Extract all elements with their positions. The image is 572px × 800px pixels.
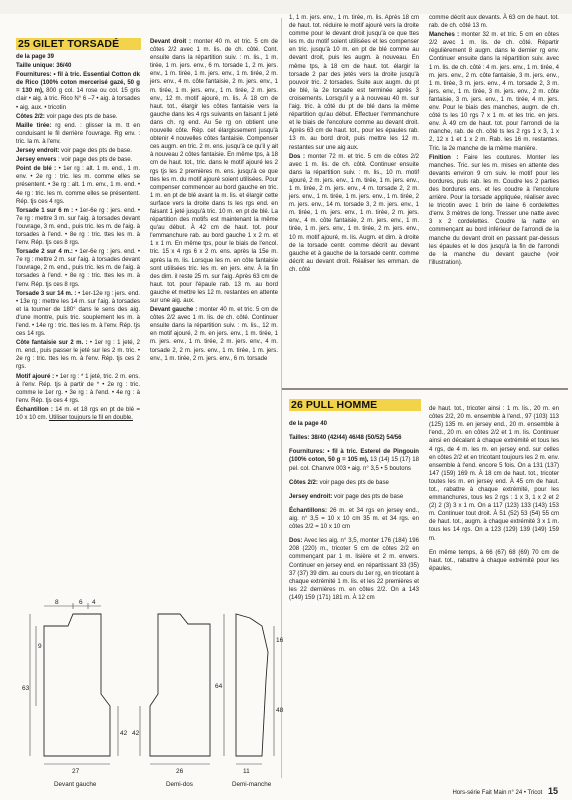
section-title-gilet: 25 GILET TORSADÉ bbox=[16, 38, 141, 50]
fancy-rib-label: Côte fantaisie sur 2 m. : bbox=[16, 340, 88, 347]
gauge-label: Échantillon : bbox=[16, 406, 53, 413]
pull-supplies-label: Fournitures: • fil à tric. Esterel de Pingouin (100% coton, 50 g = 105 m), bbox=[289, 449, 419, 464]
page-number: 15 bbox=[547, 786, 558, 796]
dim-top-8: 8 bbox=[55, 599, 59, 606]
issue-label: Hors-série Fait Main n° 24 • Tricot bbox=[452, 790, 543, 796]
dim-42-front: 42 bbox=[120, 730, 128, 737]
dim-11: 11 bbox=[243, 768, 250, 775]
left-front-label: Devant gauche : bbox=[150, 307, 198, 314]
left-front-outline bbox=[44, 614, 110, 756]
cable2-text: • 1er-6e rg : jers. end. • 7e rg : mettre 2 m. sur l'aig. à torsades devant l'ouvrage, 2 m. end., puis tric. les m. de l'aig. à torsades à l'end. • 8e rg : tric. ttes les m. à l'env. Rép. tjs ces 8 rgs. bbox=[16, 249, 140, 288]
right-front-text: monter 40 m. et tric. 5 cm de côtes 2/2 avec 1 m. lis. de ch. côté. Cont. ensuite dans la répartition suiv. : m. lis., 1 m. tirée, 1 m. jers. env., 6 m. torsade 1, 2 m. jers. env., 1 m. tirée, 1 m. jers. env., 1 m. tirée, 2 m. jers. env., 4 m. côte fantaisie, 2 m. jers. env., 1 m. tirée, 1 m. jers. env., 1 m. tirée, 2 m. jers. env., 12 m. motif ajouré, m. lis. À 18 cm de haut. tot., élargir les côtes fantaisie vers la gauche dans les 4 rgs suivants en faisant 1 jeté dans ch. rg end. Au 5e rg on obtient une nouvelle côte. Rép. cet élargissement jusqu'à obtenir 4 nouvelles côtes fantaisie. Compenser ces augm. en tric. 2 m. ens. jusqu'à ce qu'il y ait à nouveau 2 côtes fantaisie. En même tps, à 18 cm de haut. tot., tric. dans le motif ajouré les 2 rgs tjs les 2 premières m. ens. jusqu'à ce que ttes les m. du motif ajouré soient utilisées. Pour compenser commencer au bord gauche en tric. 1 m. en pt de blé avant la m. lis. et élargir cette surface vers la droite dans ts les rgs end. en faisant 1 jeté jusqu'à tric. 10 m. en pt de blé. La répartition des motifs est maintenant la même qu'au début. À 42 cm de haut. tot. pour l'emmanchure rab. au bord gauche 1 x 2 m. et 1 x 1 m. En même tps, pour le biais de l'encol. tric. 15 x 4 rgs 6 x 2 m. ens. après la 15e m. après la m. lis. Lorsque les m. en côte fantaisie sont utilisées tric. les m. en jers. env. À la fin des dim. il reste 25 m. sur l'aig. Après 63 cm de haut. tot. pour l'épaule rab. 13 m. au bord gauche et mettre les 12 m. restantes en attente sur une aig. aux. bbox=[150, 39, 279, 304]
lace-label: Motif ajouré : bbox=[16, 373, 55, 380]
dim-top-6: 6 bbox=[79, 599, 83, 606]
pull-stockinette-text: voir page des pts de base bbox=[332, 493, 404, 500]
pull-gauge-text: 26 m. et 34 rgs en jersey end., aig. n° 3,5 = 10 x 10 cm 35 m. et 34 rgs. en côtes 2/2 = 10 x 10 cm bbox=[289, 507, 419, 531]
half-back-outline bbox=[150, 614, 210, 756]
gauge-text: 14 m. et 18 rgs en pt de blé = 10 x 10 cm. bbox=[16, 406, 140, 422]
dim-42-back: 42 bbox=[132, 730, 140, 737]
pull-back-label: Dos: bbox=[289, 538, 303, 545]
pull-supplies-text: 13 (14) 15 (17) 18 pel. col. Chanvre 003 • aig. n° 3,5 • 5 boutons bbox=[289, 457, 419, 472]
fancy-rib-text: • 1er rg : 1 jeté, 2 m. end., puis passer le jeté sur les 2 m. tric. • 2e rg : tric. ttes les m. à l'env. Rép. tjs ces 2 rgs. bbox=[16, 340, 140, 371]
dim-27: 27 bbox=[72, 768, 80, 775]
pull-source-page: de la page 40 bbox=[289, 421, 327, 428]
lace-text: • 1er rg : * 1 jeté, tric. 2 m. ens. à l'env. Rép. tjs à partir de * • 2e rg : tric. comme le 1er rg. • 3e rg : à l'end. • 4e rg : à l'env. Rép. tjs ces 4 rgs. bbox=[16, 373, 140, 404]
reverse-stockinette-text: : voir page des pts de base. bbox=[56, 157, 133, 164]
caption-half-back: Demi-dos bbox=[166, 781, 193, 788]
left-front-text: monter 40 m. et tric. 5 cm de côtes 2/2 avec 1 m. lis. de ch. côté. Continuer ensuite dans la répartition suiv. : m. lis., 12 m. en motif ajouré, 2 m. en jers. env., 1 m. tirée, 1 m. jers. env., 1 m. tirée, 2 m. jers. env., 4 m. torsade 2, 2 m. jers. env., 1 m. tirée, 1 m. jers. env., 1 m. tirée, 2 m. jers. env., 6 m. torsade bbox=[150, 307, 278, 362]
finishing-text: Faire les coutures. Monter les manches. Tric. sur les m. mises en attente des devants environ 9 cm suiv. le motif pour les bordures, puis rab. les m. Coudre les 2 parties des bordures ens. et les coudre à l'encolure arrière. Pour la torsade appliquée, réaliser avec le tricotin avec 1 brin de laine 6 cordelettes d'env. 3 mètres de long. Tresser une natte avec 3 x 2 cordelettes. Coudre la natte en commençant au bord inférieur de l'arrondi de la manche du devant droit en passant par-dessus les épaules et le dos jusqu'à la fin de l'arrondi de la manche du devant gauche (voir l'illustration). bbox=[429, 154, 559, 266]
caption-half-sleeve: Demi-manche bbox=[232, 781, 272, 788]
pull-shoulders-text: En même temps, à 66 (67) 68 (69) 70 cm de haut. tot., rabattre à chaque extrémité pour les épaules, bbox=[429, 549, 559, 572]
cable3-label: Torsade 3 sur 14 m. : bbox=[16, 290, 77, 297]
caption-left-front: Devant gauche bbox=[54, 781, 97, 788]
back-text: monter 72 m. et tric. 5 cm de côtes 2/2 avec 1 m. lis. de ch. côté. Continuer ensuite dans la répartition suiv. : m. lis., 10 m. motif ajouré, 2 m. jers. env., 1 m. tirée, 1 m. jers. env., 1 m. tirée, 2 m. jers. env., 4 m. torsade 2, 2 m. jers. env., 1 m. tirée, 1 m. jers. env., 1 m. tirée, 2 m. jers. env., 14 m. torsade 3, 2 m. jers. env., 1 m. tirée, 1 m. jers. env., 1 m. tirée, 2 m. jers. env., 4 m. côte fantaisie, 2 m. jers. env., 1 m. tirée, 1 m. jers. env., 1 m. tirée, 2 m. jers. env., 10 m. motif ajouré, m. lis. Augm. et dim. à droite de la torsade centr. comme décrit au devant gauche et à gauche de la torsade centr. comme décrit au devant droit. Réaliser les emman. de ch. côté bbox=[289, 153, 419, 273]
slip-stitch-label: Maille tirée: bbox=[16, 122, 52, 129]
seed-stitch-label: Point de blé : bbox=[16, 166, 57, 173]
seed-stitch-text: • 1er rg : alt. 1 m. end., 1 m. env. • 2e rg : tric. les m. comme elles se présentent. • 3e rg : alt. 1 m. env., 1 m. end. • 4e rg : tric. les m. comme elles se présentent. Rép. tjs ces 4 rgs. bbox=[16, 166, 140, 205]
finishing-label: Finition : bbox=[429, 154, 459, 161]
section-title-pull: 26 PULL HOMME bbox=[289, 399, 421, 411]
back-label: Dos : bbox=[289, 153, 306, 160]
stockinette-label: Jersey endroit: bbox=[16, 148, 60, 155]
dim-48: 48 bbox=[276, 707, 284, 714]
gauge-note: Utiliser toujours le fil en double. bbox=[48, 415, 133, 422]
stockinette-text: voir page des pts de base. bbox=[59, 148, 132, 155]
size-line: Taille unique: 36/40 bbox=[16, 63, 72, 70]
pull-back-continued: de haut. tot., tricoter ainsi : 1 m. lis., 20 m. en côtes 2/2, 20 m. ensemble à l'end., 97 (103) 113 (125) 135 m. en jersey end., 20 m. ensemble à l'end., 20 m. en côtes 2/2 et 1 m. lis. Continuer ainsi en décalant à chaque extrémité et tous les 4 rgs, de 4 m. les m. en jersey end. sur celles en côtes 2/2 et en tricotant toujours les 2 m. env. ensemble à l'end. encore 5 fois. On a 131 (137) 147 (159) 169 m. À 18 cm de haut. tot., tricoter toutes les m. en jersey end. À 45 cm de haut. tot., rabattre à chaque extrémité, pour les emmanchures, tous les 2 rgs : 1 x 3, 1 x 2 et 2 (2) 2 (3) 3 x 1 m. On a 117 (123) 133 (143) 153 m. Continuer tout droit. À 51 (52) 53 (54) 55 cm de haut. tot., augm. à chaque extrémité 3 x 1 m. tous les 14 rgs. On a 123 (129) 139 (149) 159 m. bbox=[429, 406, 559, 542]
back-continued: comme décrit aux devants. À 63 cm de haut. tot. rab. de ch. côté 13 m. bbox=[429, 15, 559, 30]
reverse-stockinette-label: Jersey envers bbox=[16, 157, 57, 164]
cable1-label: Torsade 1 sur 6 m : bbox=[16, 207, 74, 214]
dim-16: 16 bbox=[276, 637, 284, 644]
pull-stockinette-label: Jersey endroit: bbox=[289, 493, 333, 500]
dim-9: 9 bbox=[38, 643, 42, 650]
slip-stitch-text: rg end. : glisser la m. tt en conduisant le fil derrière l'ouvrage. Rg env. : tric. la m. à l'env. bbox=[16, 122, 140, 145]
supplies-label: Fournitures: • fil à tric. Essential Cotton dk de Rico (100% coton mercerisé gazé, 50 g = 130 m), bbox=[16, 72, 140, 95]
cable1-text: • 1er-6e rg : jers. end. • 7e rg : mettre 3 m. sur l'aig. à torsades devant l'ouvrage, 3 m. end., puis tric. les m. de l'aig. à torsades à l'end. • 8e rg : tric. ttes les m. à l'env. Rép. tjs ces 8 rgs. bbox=[16, 207, 140, 247]
dim-top-4: 4 bbox=[92, 599, 96, 606]
pull-rib-text: voir page des pts de base bbox=[317, 479, 389, 486]
pull-rib-label: Côtes 2/2: bbox=[289, 479, 318, 486]
half-sleeve-outline bbox=[236, 614, 268, 756]
left-front-continued: 1, 1 m. jers. env., 1 m. tirée, m. lis. Après 18 cm de haut. tot. réduire le motif ajouré vers la droite comme pour le devant droit jusqu'à ce que ttes les m. du motif soient utilisées et les compenser en tric. jusqu'à 10 m. en pt de blé comme au devant droit, puis les augm. à nouveau. En même tps, à 18 cm de haut. tot. élargir la torsade 2 par des jetés vers la droite jusqu'à pouvoir tric. 2 torsades. Suite aux augm. du pt de blé, la 2e torsade est terminée après 3 croisements. Lorsqu'il y a à nouveau 40 m. sur l'aig. tric. à côté du pt de blé dans la même répartition qu'au début. Effectuer l'emmanchure et le biais de l'encolure comme au devant droit. Après 63 cm de haut. tot., pour les épaules rab. 13 m. au bord droit, puis mettre les 12 m. restantes sur une aig aux. bbox=[289, 15, 419, 151]
dim-26: 26 bbox=[176, 768, 184, 775]
right-front-label: Devant droit : bbox=[150, 39, 192, 45]
supplies-text: 800 g col. 14 rose ou col. 15 gris clair • aig. à tric. Rico N° 6 –7 • aig. à torsades • aig. aux. • tricotin bbox=[16, 88, 140, 111]
dim-64: 64 bbox=[215, 683, 223, 690]
source-page: de la page 39 bbox=[16, 54, 54, 60]
sleeves-label: Manches : bbox=[429, 32, 460, 39]
dim-63: 63 bbox=[22, 685, 30, 692]
sleeves-text: monter 32 m. et tric. 5 cm en côtes 2/2 avec 1 m. lis. de ch. côté. Répartir régulièrement 8 augm. dans le dernier rg env. Continuer ensuite dans la répartition suiv. avec 1 m. lis. de ch. côté : 4 m. jers. env., 1 m. tirée, 4 m. jers. env., 2 m. côte fantaisie, 3 m. jers. env., 1 m. tirée, 3 m. jers. env., 4 m. torsade 2, 3 m. jers. env., 1 m. tirée, 3 m. jers. env., 2 m. côte fantaisie, 3 m. jers. env., 1 m. tirée, 4 m. jers. env. Pour le biais des manches, augm. de ch. côté ts les 10 rgs 7 x 1 m. et les tric. en jers. env. À 49 cm de haut. tot. pour l'arrondi de la manche, rab. de ch. côté ts les 2 rgs 1 x 3, 1 x 2, 12 x 1 et 1 x 2 m. Rab. les 16 m. restantes. Tric. la 2e manche de la même manière. bbox=[429, 32, 559, 152]
cable2-label: Torsade 2 sur 4 m.: bbox=[16, 249, 73, 256]
pull-gauge-label: Échantillons: bbox=[289, 507, 327, 514]
rib-text: voir page des pts de base. bbox=[44, 113, 118, 120]
pull-sizes: Tailles: 38/40 (42/44) 46/48 (50/52) 54/56 bbox=[289, 435, 402, 442]
cable3-text: • 1er-12e rg : jers. end. • 13e rg : mettre les 14 m. sur l'aig. à torsades et la tourner de 180° dans le sens des aig. d'une montre, puis tric. souplement les m. à l'end. • 14e rg : tric. ttes les m. à l'env. Rép. tjs ces 14 rgs. bbox=[16, 290, 140, 338]
pull-back-text: Avec les aig. n° 3,5, monter 176 (184) 196 208 (220) m., tricoter 5 cm de côtes 2/2 en commençant par 1 m. lisière et 2 m. envers. Continuer en jersey end. en répartissant 33 (35) 37 (37) 39 dim. au cours du 1er rg, en tricotant à chaque extrémité 1 m. lis. et les 22 premières et les 22 dernières m. en côtes 2/2. On a 143 (149) 159 (171) 181 m. À 12 cm bbox=[289, 538, 419, 601]
page-footer bbox=[452, 786, 558, 796]
rib-label: Côtes 2/2: bbox=[16, 113, 45, 120]
